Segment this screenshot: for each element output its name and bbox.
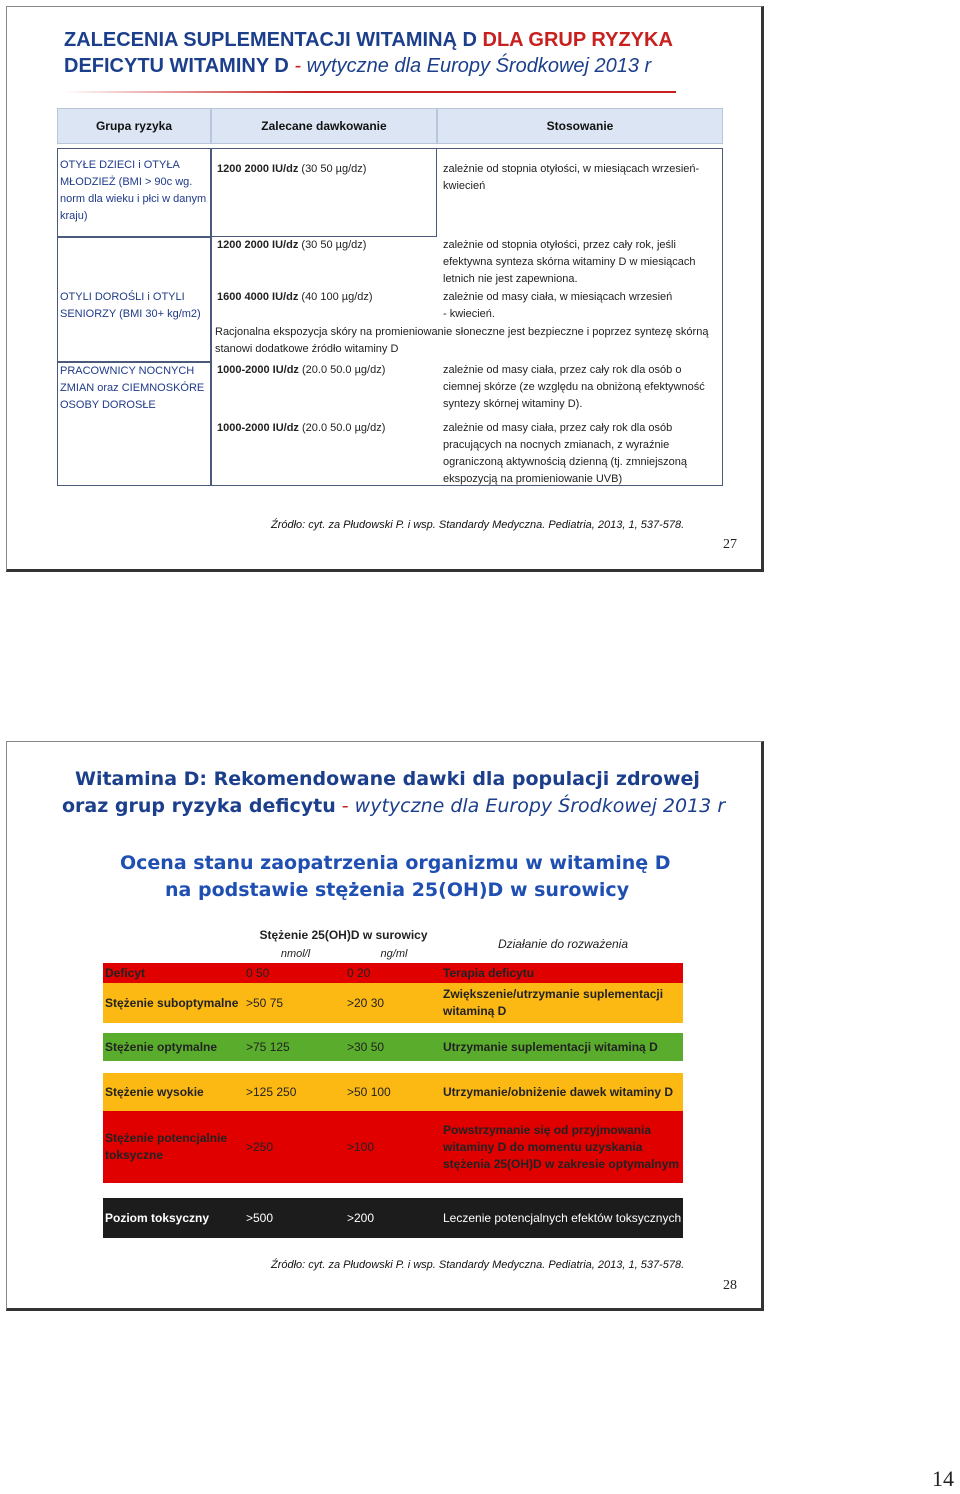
sheet-page-number: 14 bbox=[932, 1466, 954, 1491]
slide-28 bbox=[6, 741, 764, 1311]
slide2-title-line2: oraz grup ryzyka deficytu - wytyczne dla Europy Środkowej 2013 r bbox=[62, 795, 726, 817]
level-name: Deficyt bbox=[105, 965, 146, 980]
level-action: Leczenie potencjalnych efektów toksycznych bbox=[443, 1210, 682, 1225]
group-obese-children: OTYŁE DZIECI i OTYŁA MŁODZIEŻ (BMI > 90c wg. norm dla wieku i płci w danym kraju) bbox=[60, 159, 207, 222]
level-row-potentially-toxic bbox=[103, 1111, 683, 1183]
level-action: Terapia deficytu bbox=[443, 965, 535, 980]
group-obese-adults: OTYLI DOROŚLI i OTYLI SENIORZY (BMI 30+ kg/m2) bbox=[60, 291, 201, 320]
slide1-page-number: 27 bbox=[723, 537, 737, 552]
usage-row-1: zależnie od stopnia otyłości, w miesiącach wrzesień- kwiecień bbox=[443, 163, 700, 192]
level-ng: >30 50 bbox=[347, 1039, 385, 1054]
dose-row-5: 1000-2000 IU/dz (20.0 50.0 µg/dz) bbox=[217, 422, 386, 434]
header-unit-nmol: nmol/l bbox=[280, 947, 311, 960]
dose-row-3: 1600 4000 IU/dz (40 100 µg/dz) bbox=[217, 291, 373, 303]
level-ng: >50 100 bbox=[347, 1084, 391, 1099]
table-header-row bbox=[103, 925, 683, 963]
header-action: Działanie do rozważenia bbox=[497, 936, 629, 951]
level-ng: >20 30 bbox=[347, 995, 385, 1010]
header-concentration: Stężenie 25(OH)D w surowicy bbox=[259, 927, 428, 942]
level-nmol: >500 bbox=[246, 1210, 274, 1225]
dose-row-4: 1000-2000 IU/dz (20.0 50.0 µg/dz) bbox=[217, 364, 386, 376]
slide2-page-number: 28 bbox=[723, 1278, 737, 1293]
level-ng: 0 20 bbox=[347, 965, 371, 980]
level-ng: >100 bbox=[347, 1139, 375, 1154]
slide1-title-line1: ZALECENIA SUPLEMENTACJI WITAMINĄ D DLA GRUP RYZYKA bbox=[64, 29, 673, 51]
row-gap bbox=[103, 1185, 683, 1199]
level-row-optimal bbox=[103, 1033, 683, 1061]
group-night-workers: PRACOWNICY NOCNYCH ZMIAN oraz CIEMNOSKÓRE OSOBY DOROSŁE bbox=[60, 365, 205, 411]
level-nmol: >125 250 bbox=[246, 1084, 297, 1099]
level-nmol: >75 125 bbox=[246, 1039, 290, 1054]
level-action: Powstrzymanie się od przyjmowania witaminy D do momentu uzyskania stężenia 25(OH)D w zakresie optymalnym bbox=[443, 1122, 680, 1171]
dose-row-1: 1200 2000 IU/dz (30 50 µg/dz) bbox=[217, 163, 367, 175]
header-usage: Stosowanie bbox=[437, 108, 723, 144]
slide2-title-line1: Witamina D: Rekomendowane dawki dla populacji zdrowej bbox=[75, 768, 700, 790]
slide1-title-line2: DEFICYTU WITAMINY D - wytyczne dla Europy Środkowej 2013 r bbox=[64, 55, 652, 77]
level-name: Stężenie potencjalnie toksyczne bbox=[105, 1131, 228, 1162]
header-unit-ng: ng/ml bbox=[380, 947, 408, 960]
level-row-deficiency bbox=[103, 963, 683, 983]
usage-row-4: zależnie od masy ciała, przez cały rok dla osób o ciemnej skórze (ze względu na obniżoną efektywność syntezy skórnej witaminy D). bbox=[443, 364, 705, 410]
level-name: Stężenie wysokie bbox=[105, 1084, 204, 1099]
slide2-subtitle-line2: na podstawie stężenia 25(OH)D w surowicy bbox=[165, 879, 630, 901]
slide-27 bbox=[6, 6, 764, 572]
slide2-source: Źródło: cyt. za Płudowski P. i wsp. Standardy Medyczna. Pediatria, 2013, 1, 537-578. bbox=[271, 1259, 685, 1271]
usage-row-5: zależnie od masy ciała, przez cały rok dla osób pracujących na nocnych zmianach, z wyraźnie ograniczoną aktywnością dzienną (tj. zmniejszoną ekspozycją na promieniowanie UVB) bbox=[443, 422, 687, 485]
slide2-subtitle-line1: Ocena stanu zaopatrzenia organizmu w witaminę D bbox=[120, 852, 671, 874]
level-name: Stężenie optymalne bbox=[105, 1039, 218, 1054]
level-nmol: >250 bbox=[246, 1139, 274, 1154]
header-risk-group: Grupa ryzyka bbox=[57, 108, 211, 144]
usage-row-2: zależnie od stopnia otyłości, przez cały rok, jeśli efektywna synteza skórna witaminy D w miesiącach letnich nie jest zapewniona. bbox=[443, 239, 696, 285]
level-row-high bbox=[103, 1073, 683, 1111]
title-underline bbox=[64, 91, 676, 93]
level-action: Utrzymanie/obniżenie dawek witaminy D bbox=[443, 1084, 674, 1099]
slide1-source: Źródło: cyt. za Płudowski P. i wsp. Standardy Medyczna. Pediatria, 2013, 1, 537-578. bbox=[271, 519, 685, 531]
level-row-suboptimal bbox=[103, 983, 683, 1023]
level-name: Stężenie suboptymalne bbox=[105, 995, 239, 1010]
level-ng: >200 bbox=[347, 1210, 375, 1225]
level-row-toxic bbox=[103, 1198, 683, 1238]
usage-row-3: zależnie od masy ciała, w miesiącach wrzesień - kwiecień. bbox=[443, 291, 673, 320]
dose-row-2: 1200 2000 IU/dz (30 50 µg/dz) bbox=[217, 239, 367, 251]
row-gap bbox=[103, 1061, 683, 1073]
level-nmol: 0 50 bbox=[246, 965, 270, 980]
level-action: Utrzymanie suplementacji witaminą D bbox=[443, 1039, 658, 1054]
level-action: Zwiększenie/utrzymanie suplementacji witaminą D bbox=[443, 987, 664, 1018]
header-dosage: Zalecane dawkowanie bbox=[211, 108, 437, 144]
level-name: Poziom toksyczny bbox=[105, 1210, 210, 1225]
level-nmol: >50 75 bbox=[246, 995, 284, 1010]
sun-exposure-note: Racjonalna ekspozycja skóry na promieniowanie słoneczne jest bezpieczne i poprzez syntezę skórną stanowi dodatkowe źródło witaminy D bbox=[215, 326, 709, 355]
